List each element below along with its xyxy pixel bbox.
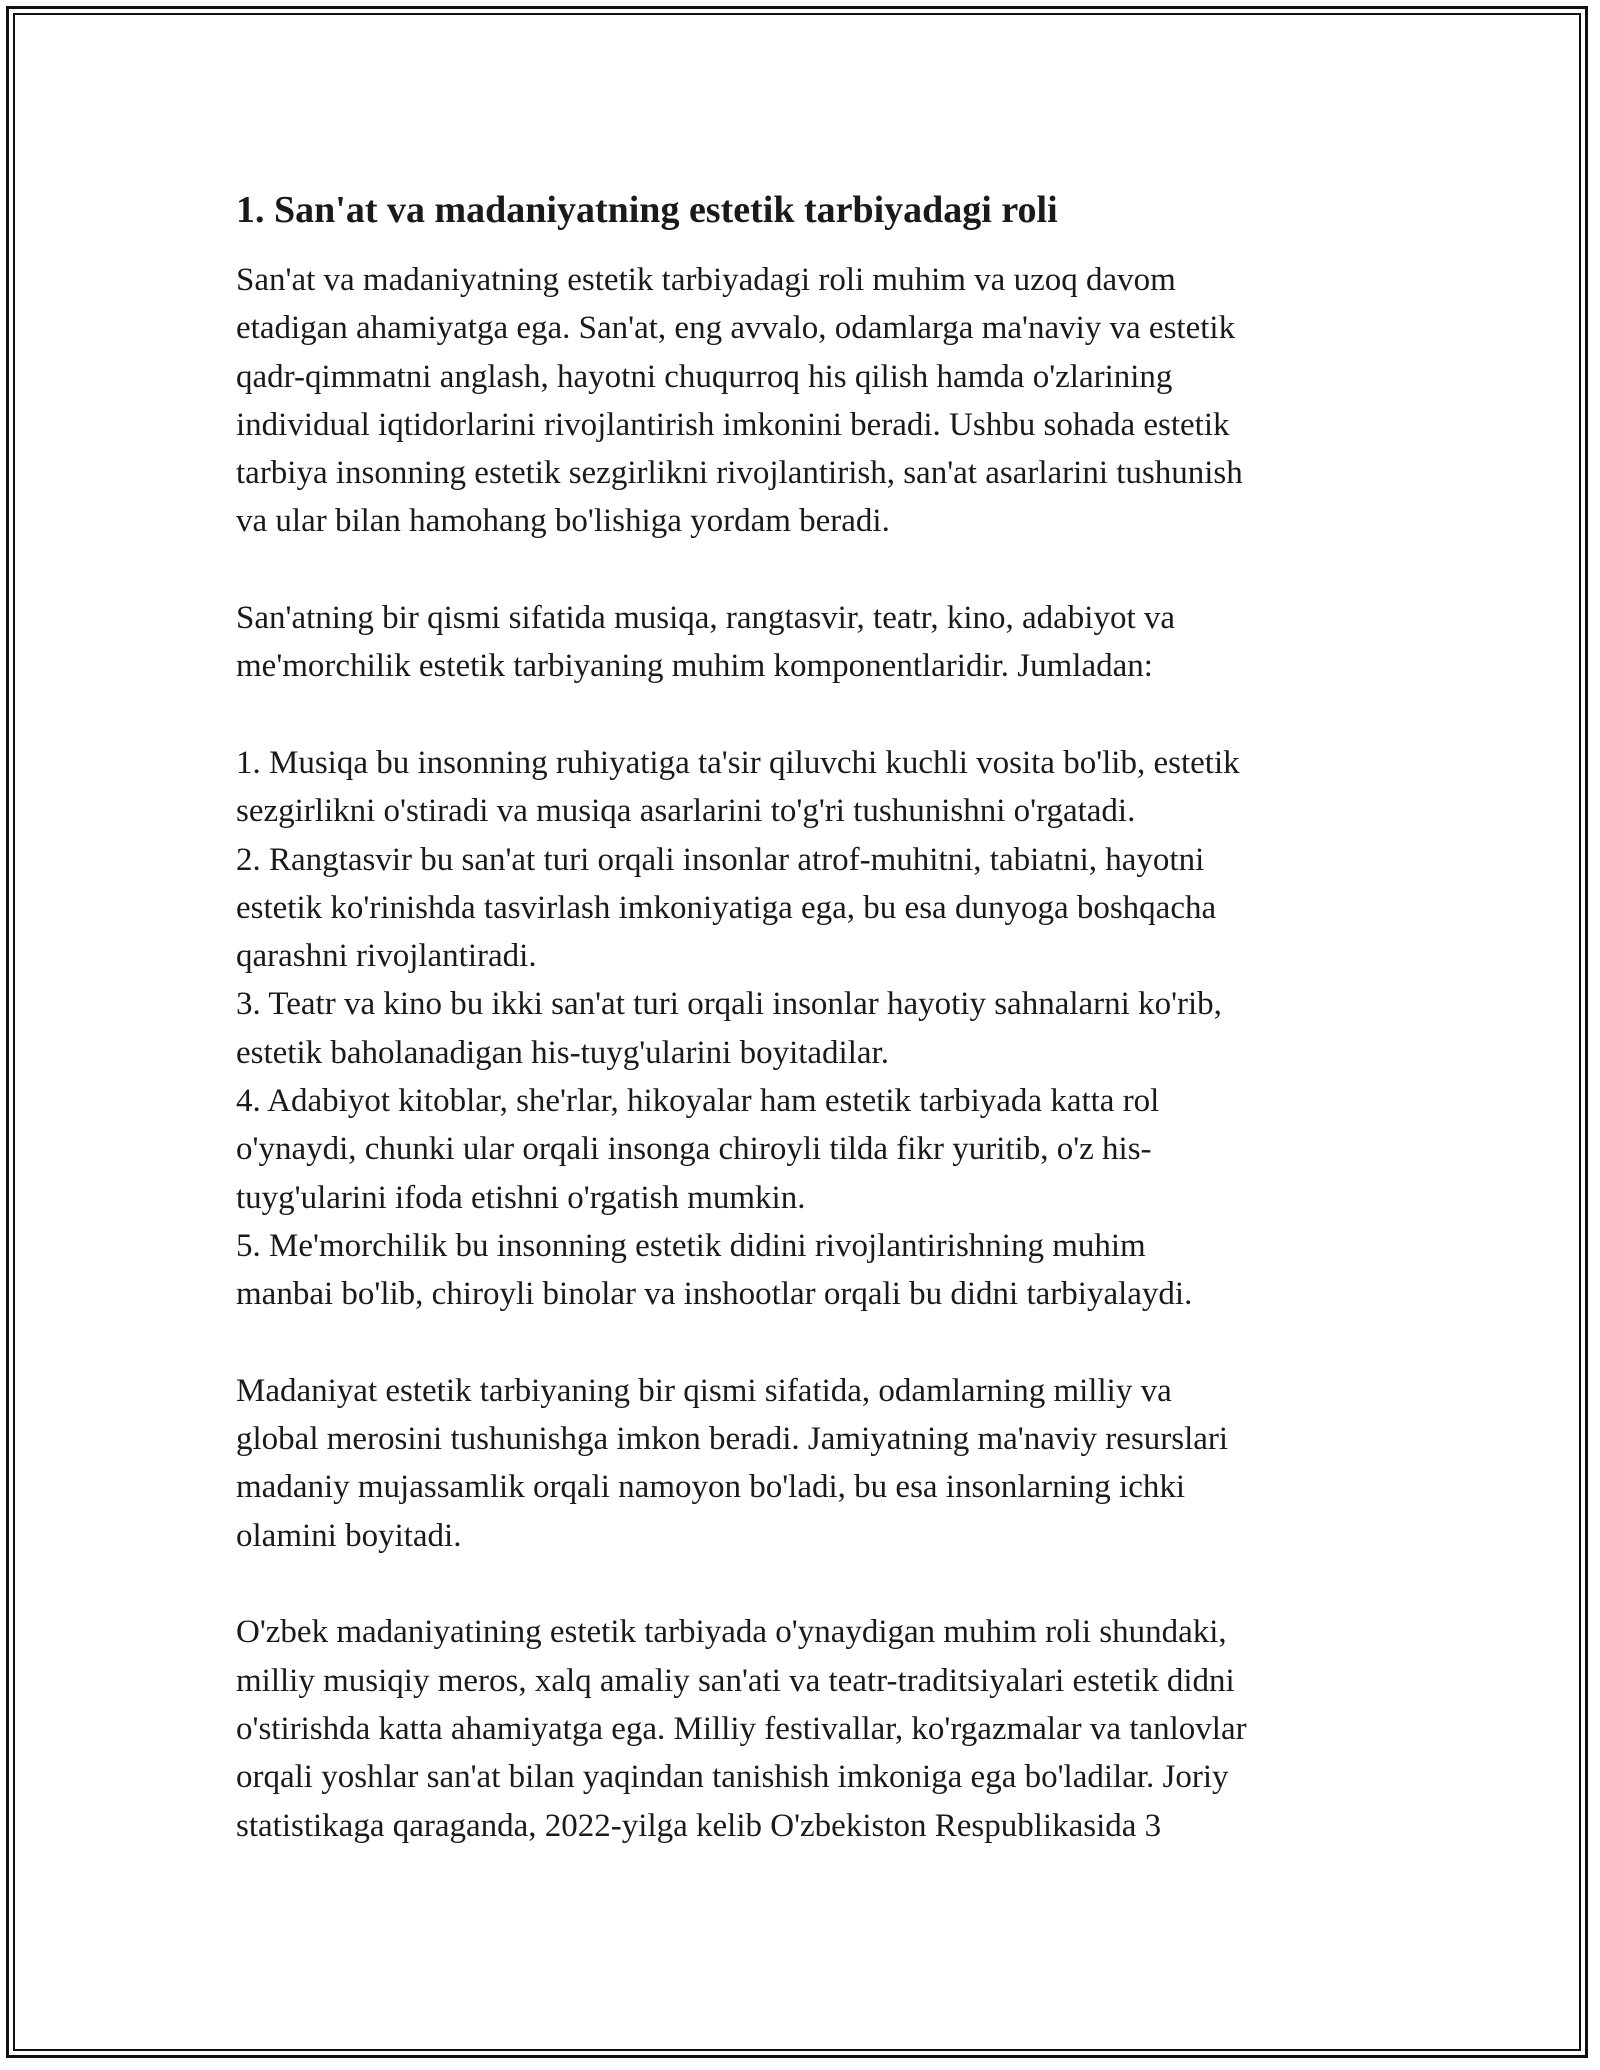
- text-line: milliy musiqiy meros, xalq amaliy san'ati va teatr-traditsiyalari estetik didni: [236, 1662, 1235, 1699]
- list-item-line: 5. Me'morchilik bu insonning estetik didini rivojlantirishning muhim: [236, 1227, 1146, 1264]
- text-line: global merosini tushunishga imkon beradi. Jamiyatning ma'naviy resurslari: [236, 1421, 1229, 1458]
- text-line: San'atning bir qismi sifatida musiqa, rangtasvir, teatr, kino, adabiyot va: [236, 600, 1176, 637]
- text-line: etadigan ahamiyatga ega. San'at, eng avvalo, odamlarga ma'naviy va estetik: [236, 310, 1236, 347]
- text-line: madaniy mujassamlik orqali namoyon bo'ladi, bu esa insonlarning ichki: [236, 1469, 1186, 1506]
- text-line: orqali yoshlar san'at bilan yaqindan tanishish imkoniga ega bo'ladilar. Joriy: [236, 1759, 1229, 1796]
- text-line: qadr-qimmatni anglash, hayotni chuqurroq his qilish hamda o'zlarining: [236, 358, 1173, 395]
- paragraph-components: [236, 594, 1386, 691]
- text-line: statistikaga qaraganda, 2022-yilga kelib O'zbekiston Respublikasida 3: [236, 1807, 1162, 1844]
- text-line: individual iqtidorlarini rivojlantirish imkonini beradi. Ushbu sohada estetik: [236, 406, 1230, 443]
- text-line: va ular bilan hamohang bo'lishiga yordam beradi.: [236, 503, 890, 540]
- list-item-line: estetik ko'rinishda tasvirlash imkoniyatiga ega, bu esa dunyoga boshqacha: [236, 889, 1217, 926]
- numbered-list: [236, 739, 1386, 1319]
- list-item-line: qarashni rivojlantiradi.: [236, 938, 537, 975]
- text-line: O'zbek madaniyatining estetik tarbiyada o'ynaydigan muhim roli shundaki,: [236, 1614, 1227, 1651]
- list-item-line: 1. Musiqa bu insonning ruhiyatiga ta'sir qiluvchi kuchli vosita bo'lib, estetik: [236, 744, 1240, 781]
- text-line: San'at va madaniyatning estetik tarbiyadagi roli muhim va uzoq davom: [236, 262, 1176, 298]
- text-line: tarbiya insonning estetik sezgirlikni rivojlantirish, san'at asarlarini tushunish: [236, 455, 1243, 492]
- text-line: me'morchilik estetik tarbiyaning muhim komponentlaridir. Jumladan:: [236, 648, 1153, 685]
- paragraph-culture: [236, 1367, 1386, 1560]
- list-item-line: estetik baholanadigan his-tuyg'ularini boyitadilar.: [236, 1034, 889, 1071]
- list-item-line: 3. Teatr va kino bu ikki san'at turi orqali insonlar hayotiy sahnalarni ko'rib,: [236, 986, 1222, 1023]
- list-item-line: sezgirlikni o'stiradi va musiqa asarlarini to'g'ri tushunishni o'rgatadi.: [236, 793, 1136, 830]
- text-line: olamini boyitadi.: [236, 1517, 462, 1554]
- text-line: Madaniyat estetik tarbiyaning bir qismi sifatida, odamlarning milliy va: [236, 1372, 1172, 1409]
- paragraph-intro: [236, 256, 1386, 546]
- section-heading: 1. San'at va madaniyatning estetik tarbiyadagi roli: [236, 189, 1058, 231]
- document-body: [236, 186, 1386, 1898]
- list-item-line: 4. Adabiyot kitoblar, she'rlar, hikoyalar ham estetik tarbiyada katta rol: [236, 1083, 1160, 1120]
- list-item-line: 2. Rangtasvir bu san'at turi orqali insonlar atrof-muhitni, tabiatni, hayotni: [236, 841, 1205, 878]
- list-item-line: o'ynaydi, chunki ular orqali insonga chiroyli tilda fikr yuritib, o'z his-: [236, 1131, 1152, 1168]
- list-item-line: tuyg'ularini ifoda etishni o'rgatish mumkin.: [236, 1179, 806, 1216]
- paragraph-uzbek-culture: [236, 1608, 1386, 1849]
- text-line: o'stirishda katta ahamiyatga ega. Milliy festivallar, ko'rgazmalar va tanlovlar: [236, 1710, 1247, 1747]
- list-item-line: manbai bo'lib, chiroyli binolar va inshootlar orqali bu didni tarbiyalaydi.: [236, 1276, 1193, 1313]
